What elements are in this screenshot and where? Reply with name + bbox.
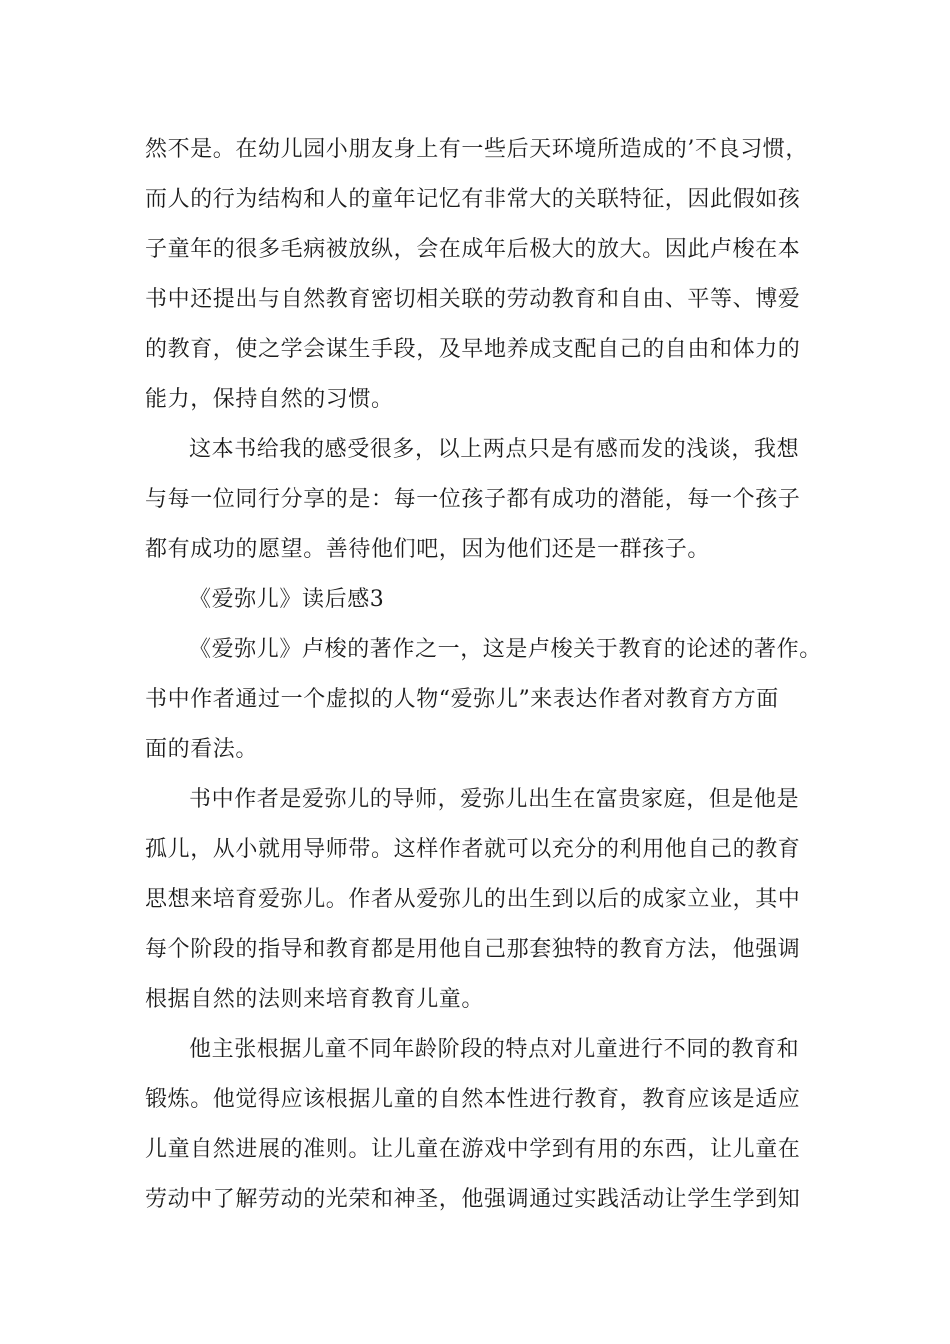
text-line: 书中作者通过一个虚拟的人物“爱弥儿”来表达作者对教育方方面: [145, 687, 779, 712]
text-line: 劳动中了解劳动的光荣和神圣，他强调通过实践活动让学生学到知: [145, 1187, 801, 1212]
text-line: 锻炼。他觉得应该根据儿童的自然本性进行教育，教育应该是适应: [145, 1087, 801, 1112]
text-line: 书中还提出与自然教育密切相关联的劳动教育和自由、平等、博爱: [145, 287, 801, 312]
text-line: 每个阶段的指导和教育都是用他自己那套独特的教育方法，他强调: [145, 937, 801, 962]
text-line: 根据自然的法则来培育教育儿童。: [145, 987, 485, 1012]
text-line: 然不是。在幼儿园小朋友身上有一些后天环境所造成的’不良习惯，: [145, 137, 808, 162]
text-line: 这本书给我的感受很多，以上两点只是有感而发的浅谈，我想: [189, 437, 800, 462]
text-line: 的教育，使之学会谋生手段，及早地养成支配自己的自由和体力的: [145, 337, 801, 362]
text-line: 思想来培育爱弥儿。作者从爱弥儿的出生到以后的成家立业，其中: [145, 887, 801, 912]
text-line: 书中作者是爱弥儿的导师，爱弥儿出生在富贵家庭，但是他是: [189, 787, 800, 812]
text-line: 孤儿，从小就用导师带。这样作者就可以充分的利用他自己的教育: [145, 837, 801, 862]
section-heading: 《爱弥儿》读后感3: [189, 587, 385, 612]
text-line: 而人的行为结构和人的童年记忆有非常大的关联特征，因此假如孩: [145, 187, 801, 212]
text-line: 子童年的很多毛病被放纵，会在成年后极大的放大。因此卢梭在本: [145, 237, 801, 262]
text-line: 《爱弥儿》卢梭的著作之一，这是卢梭关于教育的论述的著作。: [189, 637, 822, 662]
text-line: 儿童自然进展的准则。让儿童在游戏中学到有用的东西，让儿童在: [145, 1137, 801, 1162]
text-line: 他主张根据儿童不同年龄阶段的特点对儿童进行不同的教育和: [189, 1037, 800, 1062]
text-line: 面的看法。: [145, 737, 259, 762]
text-line: 能力，保持自然的习惯。: [145, 387, 394, 412]
text-line: 与每一位同行分享的是：每一位孩子都有成功的潜能，每一个孩子: [145, 487, 801, 512]
text-line: 都有成功的愿望。善待他们吧，因为他们还是一群孩子。: [145, 537, 711, 562]
